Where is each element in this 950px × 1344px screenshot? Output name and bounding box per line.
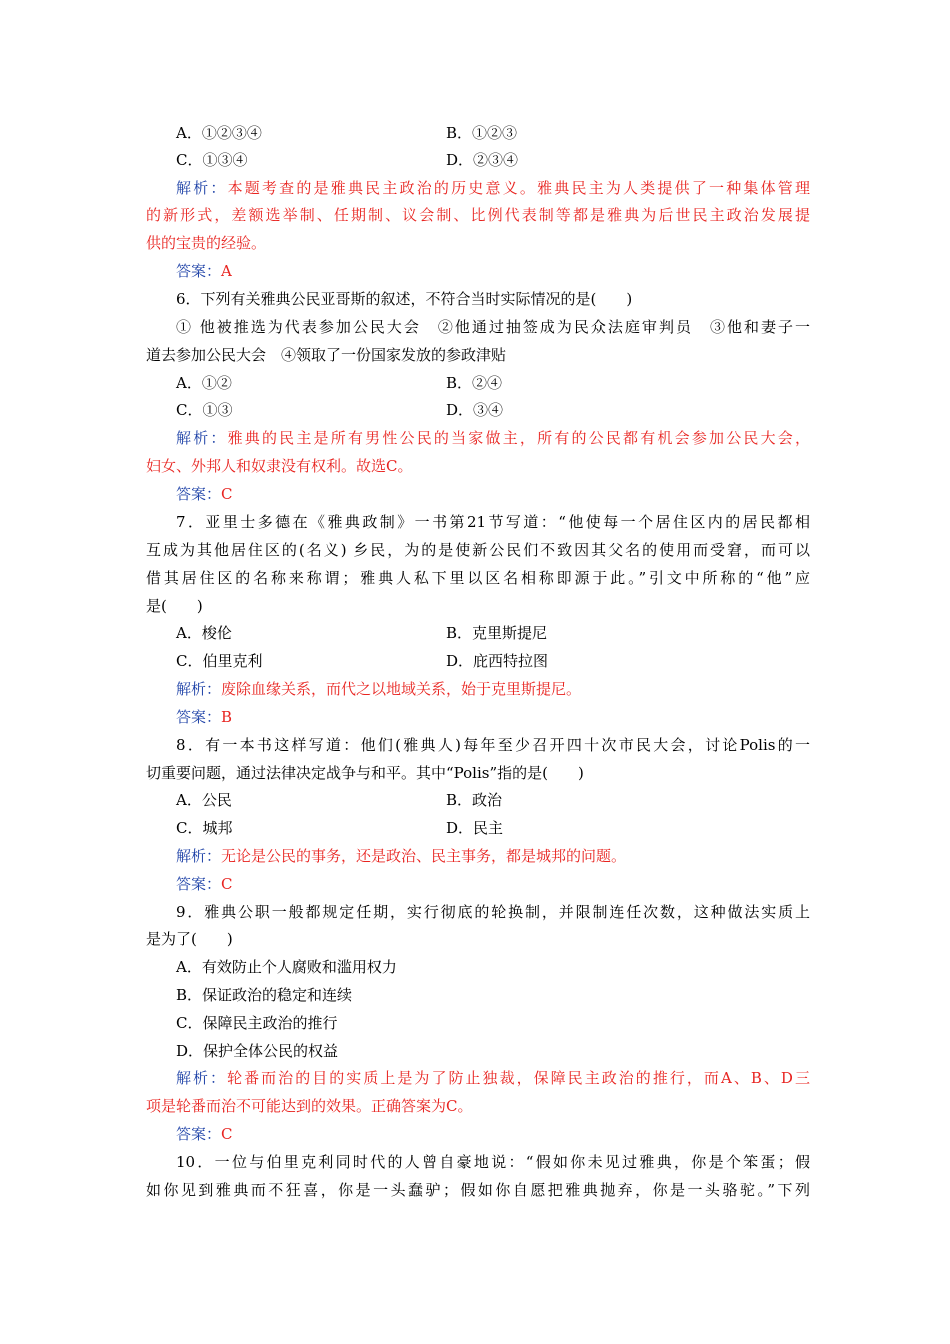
option-b: B．①②③	[446, 124, 518, 142]
answer-line	[176, 481, 840, 507]
analysis-line: 的新形式，差额选举制、任期制、议会制、比例代表制等都是雅典为后世民主政治发展提	[146, 206, 810, 224]
answer-label: 答案：	[176, 485, 222, 503]
answer-line	[176, 871, 840, 897]
option-a: A．公民	[176, 791, 232, 809]
question-stem: 借其居住区的名称来称谓；雅典人私下里以区名相称即源于此。”引文中所称的“他”应	[146, 569, 810, 587]
option-d: D．庇西特拉图	[446, 652, 549, 670]
answer-label: 答案：	[176, 708, 222, 726]
option-c: C．伯里克利	[176, 652, 263, 670]
analysis-line	[176, 843, 840, 869]
analysis-label: 解析：	[176, 1069, 228, 1087]
question-stem: 道去参加公民大会 ④领取了一份国家发放的参政津贴	[146, 346, 507, 364]
answer-value: C	[221, 485, 233, 503]
analysis-text: 无论是公民的事务，还是政治、民主事务，都是城邦的问题。	[221, 847, 627, 865]
option-c: C．①③④	[176, 151, 248, 169]
analysis-line	[176, 175, 810, 201]
answer-line	[176, 704, 840, 730]
question-stem: 7．亚里士多德在《雅典政制》一书第21节写道：“他使每一个居住区内的居民都相	[176, 513, 810, 531]
question-stem: 切重要问题，通过法律决定战争与和平。其中“Polis”指的是( )	[146, 764, 584, 782]
analysis-label: 解析：	[176, 680, 222, 698]
question-stem: 是( )	[146, 597, 203, 615]
option-d: D．保护全体公民的权益	[176, 1042, 339, 1060]
answer-label: 答案：	[176, 1125, 222, 1143]
question-stem: 如你见到雅典而不狂喜，你是一头蠢驴；假如你自愿把雅典抛弃，你是一头骆驼。”下列	[146, 1181, 810, 1199]
analysis-line	[176, 676, 840, 702]
answer-label: 答案：	[176, 875, 222, 893]
question-stem: ① 他被推选为代表参加公民大会 ②他通过抽签成为民众法庭审判员 ③他和妻子一	[176, 318, 810, 336]
analysis-label: 解析：	[176, 847, 222, 865]
analysis-label: 解析：	[176, 429, 228, 447]
option-c: C．城邦	[176, 819, 233, 837]
analysis-line	[176, 1065, 810, 1091]
option-a: A．梭伦	[176, 624, 232, 642]
question-stem: 6．下列有关雅典公民亚哥斯的叙述，不符合当时实际情况的是( )	[176, 290, 633, 308]
option-a: A．有效防止个人腐败和滥用权力	[176, 958, 397, 976]
option-a: A．①②③④	[176, 124, 262, 142]
answer-value: B	[221, 708, 233, 726]
question-stem: 9．雅典公职一般都规定任期，实行彻底的轮换制，并限制连任次数，这种做法实质上	[176, 903, 810, 921]
question-stem: 10．一位与伯里克利同时代的人曾自豪地说：“假如你未见过雅典，你是个笨蛋；假	[176, 1153, 810, 1171]
option-b: B．保证政治的稳定和连续	[176, 986, 353, 1004]
analysis-line: 供的宝贵的经验。	[146, 234, 267, 252]
question-stem: 互成为其他居住区的(名义) 乡民，为的是使新公民们不致因其父名的使用而受窘，而可以	[146, 541, 810, 559]
answer-line	[176, 1121, 840, 1147]
option-a: A．①②	[176, 374, 232, 392]
analysis-text: 本题考查的是雅典民主政治的历史意义。雅典民主为人类提供了一种集体管理	[227, 179, 810, 197]
answer-label: 答案：	[176, 262, 222, 280]
option-d: D．民主	[446, 819, 504, 837]
answer-value: C	[221, 1125, 233, 1143]
option-d: D．②③④	[446, 151, 519, 169]
option-d: D．③④	[446, 401, 504, 419]
analysis-label: 解析：	[176, 179, 228, 197]
option-c: C．保障民主政治的推行	[176, 1014, 338, 1032]
analysis-line: 项是轮番而治不可能达到的效果。正确答案为C。	[146, 1097, 473, 1115]
option-b: B．政治	[446, 791, 503, 809]
analysis-text: 雅典的民主是所有男性公民的当家做主，所有的公民都有机会参加公民大会，	[227, 429, 810, 447]
analysis-text: 废除血缘关系，而代之以地域关系，始于克里斯提尼。	[221, 680, 582, 698]
question-stem: 8．有一本书这样写道：他们(雅典人)每年至少召开四十次市民大会，讨论Polis的一	[176, 736, 810, 754]
question-stem: 是为了( )	[146, 930, 233, 948]
analysis-text: 轮番而治的目的实质上是为了防止独裁，保障民主政治的推行，而A、B、D三	[227, 1069, 810, 1087]
answer-line	[176, 258, 840, 284]
analysis-line: 妇女、外邦人和奴隶没有权利。故选C。	[146, 457, 413, 475]
option-c: C．①③	[176, 401, 233, 419]
answer-value: C	[221, 875, 233, 893]
answer-value: A	[221, 262, 232, 280]
analysis-line	[176, 425, 810, 451]
option-b: B．克里斯提尼	[446, 624, 548, 642]
option-b: B．②④	[446, 374, 503, 392]
